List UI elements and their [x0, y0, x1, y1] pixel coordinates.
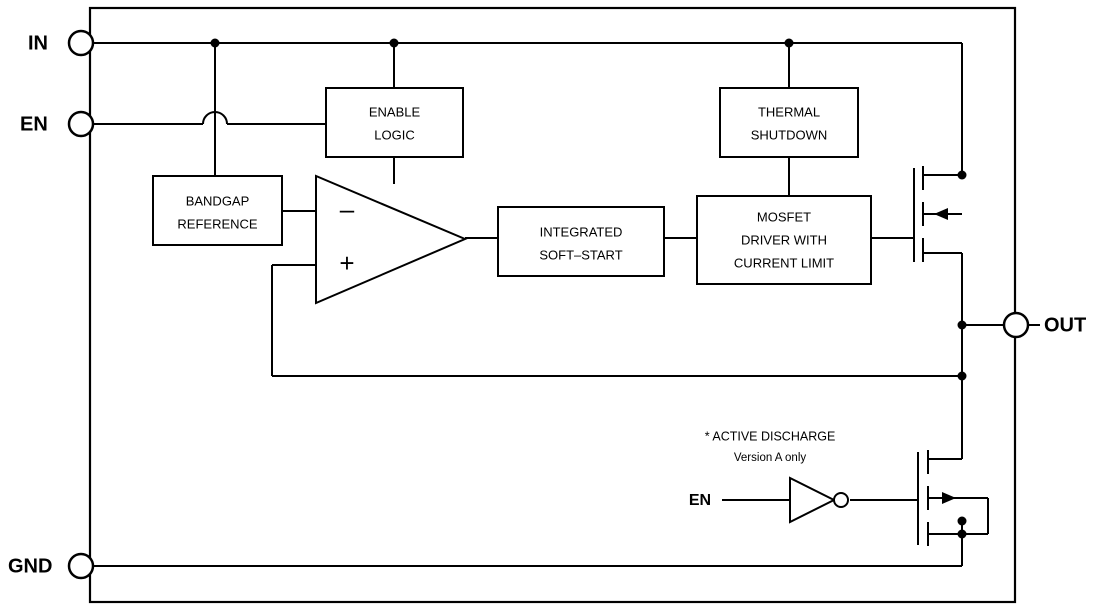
discharge-mosfet — [918, 450, 988, 566]
block-mosfet-driver[interactable] — [697, 196, 871, 284]
inverter-body — [790, 478, 834, 522]
block-thermal-shutdown-box — [720, 88, 858, 157]
junction-in-thermal — [785, 39, 794, 48]
pin-label-gnd: GND — [8, 555, 53, 578]
block-enable-logic-box — [326, 88, 463, 157]
pin-label-en: EN — [20, 113, 48, 136]
junction-out-node — [958, 321, 967, 330]
block-enable-logic-line-2: LOGIC — [374, 127, 415, 143]
block-thermal-shutdown[interactable] — [720, 88, 858, 157]
inverter-bubble — [834, 493, 848, 507]
note-active-discharge: * ACTIVE DISCHARGE — [704, 429, 836, 444]
error-amplifier[interactable] — [316, 176, 465, 303]
junction-in-enable — [390, 39, 399, 48]
discharge-mosfet-arrow — [942, 492, 956, 504]
error-amplifier-plus: + — [339, 247, 355, 278]
wire-network — [80, 43, 1040, 566]
error-amplifier-minus: – — [339, 193, 355, 224]
block-mosfet-driver-line-3: CURRENT LIMIT — [733, 255, 835, 271]
block-enable-logic-line-1: ENABLE — [368, 104, 421, 120]
pass-mosfet-arrow — [934, 208, 948, 220]
block-bandgap-reference-box — [153, 176, 282, 245]
junction-discharge-source — [958, 517, 967, 526]
block-bandgap-reference-line-1: BANDGAP — [185, 193, 250, 209]
junction-discharge-source-tie — [958, 530, 967, 539]
note-version: Version A only — [733, 452, 807, 465]
pass-mosfet — [914, 166, 962, 262]
block-thermal-shutdown-line-1: THERMAL — [757, 104, 821, 120]
block-thermal-shutdown-line-2: SHUTDOWN — [750, 127, 828, 143]
error-amplifier-body — [316, 176, 465, 303]
device-boundary — [90, 8, 1015, 602]
block-enable-logic[interactable] — [326, 88, 463, 157]
label-en-discharge-input: EN — [688, 492, 712, 510]
block-integrated-soft-start[interactable] — [498, 207, 664, 276]
block-bandgap-reference-line-2: REFERENCE — [177, 216, 258, 232]
block-mosfet-driver-line-1: MOSFET — [756, 209, 812, 225]
block-integrated-soft-start-line-1: INTEGRATED — [539, 224, 623, 240]
block-bandgap-reference[interactable] — [153, 176, 282, 245]
block-mosfet-driver-line-2: DRIVER WITH — [741, 232, 827, 248]
block-integrated-soft-start-box — [498, 207, 664, 276]
pin-circle-out[interactable] — [1004, 313, 1028, 337]
pin-label-out: OUT — [1044, 314, 1087, 337]
block-integrated-soft-start-line-2: SOFT–START — [539, 247, 623, 263]
junction-feedback-tap — [958, 372, 967, 381]
pin-circle-gnd[interactable] — [69, 554, 93, 578]
pin-circle-en[interactable] — [69, 112, 93, 136]
junction-in-bandgap — [211, 39, 220, 48]
pin-label-in: IN — [28, 32, 48, 55]
pin-circle-in[interactable] — [69, 31, 93, 55]
inverter-gate — [790, 478, 848, 522]
